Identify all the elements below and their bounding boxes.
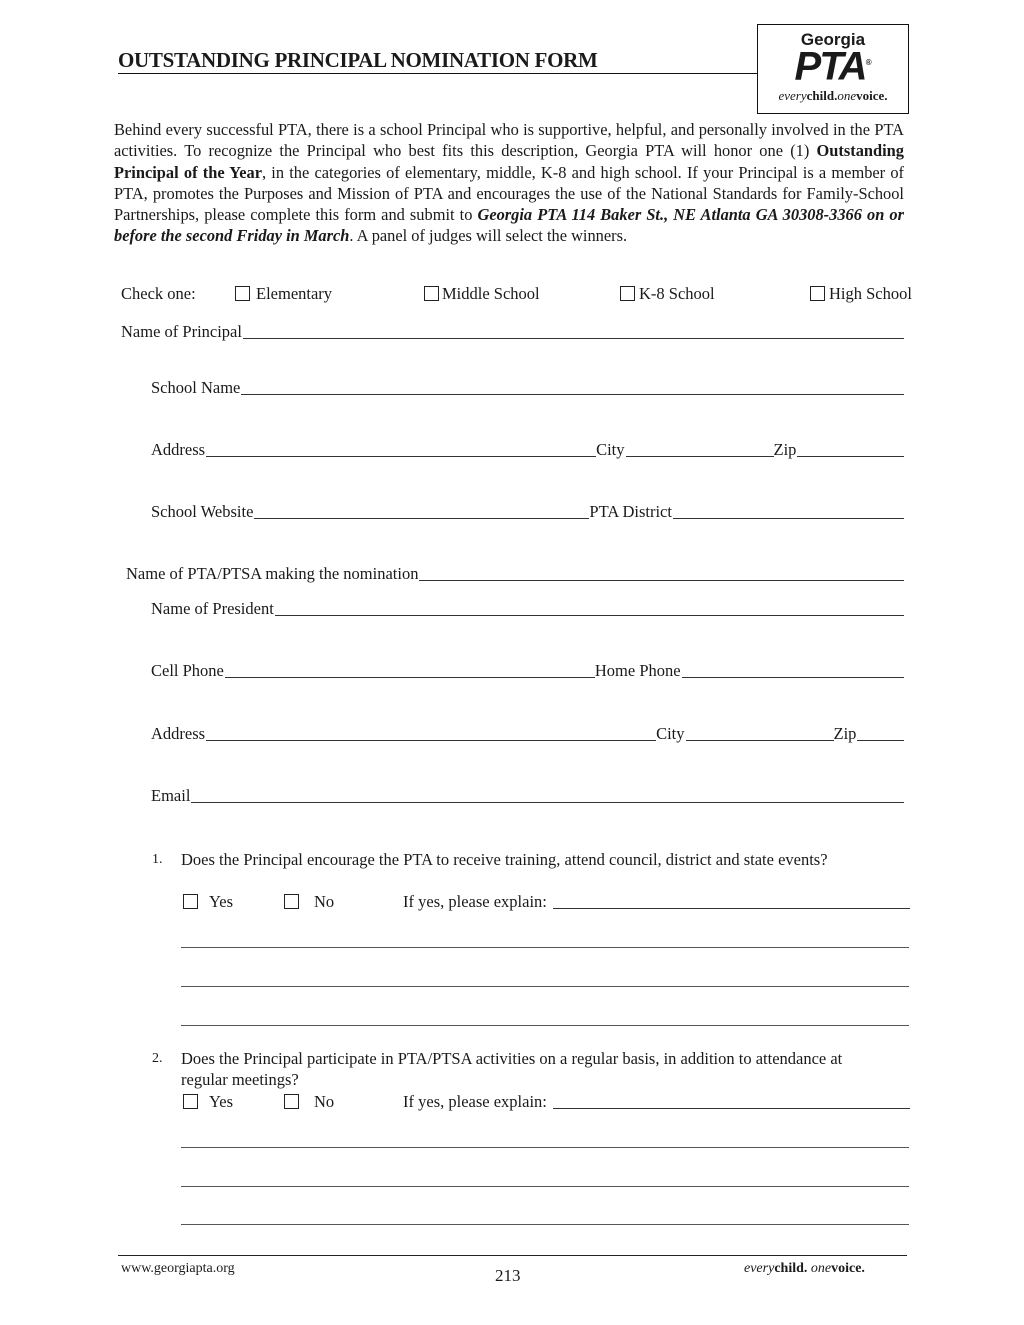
question-2-no[interactable] — [284, 1092, 334, 1112]
nominating-pta-label: Name of PTA/PTSA making the nomination — [126, 564, 419, 583]
school-city-line[interactable] — [626, 442, 774, 457]
checkbox-high-school[interactable] — [810, 284, 912, 304]
checkbox-k8-school[interactable] — [620, 284, 715, 304]
principal-name-label: Name of Principal — [121, 322, 242, 341]
checkbox-k8-school-label: K-8 School — [639, 284, 715, 303]
question-2-explain-line[interactable] — [553, 1094, 910, 1109]
question-1-explain[interactable] — [403, 892, 910, 912]
school-name-field[interactable] — [151, 378, 904, 398]
footer-divider — [118, 1255, 907, 1256]
award-name: Outstanding Principal of the Year — [114, 141, 904, 182]
logo-pta — [758, 41, 908, 88]
home-phone-label: Home Phone — [594, 661, 681, 680]
logo-tag-child: child. — [806, 88, 838, 103]
checkbox-icon[interactable] — [284, 1094, 299, 1109]
nominating-pta-field[interactable] — [126, 564, 904, 584]
checkbox-icon[interactable] — [183, 1094, 198, 1109]
check-one-label: Check one: — [121, 284, 196, 303]
question-2-explain-label: If yes, please explain: — [403, 1092, 547, 1111]
school-website-line[interactable] — [254, 504, 589, 519]
question-1-explain-label: If yes, please explain: — [403, 892, 547, 911]
president-name-line[interactable] — [275, 601, 904, 616]
checkbox-elementary[interactable] — [235, 284, 332, 304]
footer-tagline — [744, 1261, 865, 1277]
question-2-yes-label: Yes — [209, 1092, 234, 1111]
president-name-field[interactable] — [151, 599, 904, 619]
checkbox-high-school-label: High School — [829, 284, 912, 303]
cell-phone-line[interactable] — [225, 663, 595, 678]
logo-state: Georgia — [800, 30, 866, 49]
president-city-label: City — [656, 724, 685, 743]
school-zip-label: Zip — [773, 440, 797, 459]
answer-line[interactable] — [181, 1147, 909, 1148]
form-title: OUTSTANDING PRINCIPAL NOMINATION FORM — [118, 48, 598, 72]
logo-reg-mark: ® — [865, 58, 872, 67]
logo-tagline — [758, 88, 908, 104]
president-zip-label: Zip — [833, 724, 857, 743]
question-1-number: 1. — [152, 852, 163, 867]
footer-tag-voice: voice. — [831, 1261, 865, 1276]
question-1-no-label: No — [314, 892, 335, 911]
checkbox-middle-school-label: Middle School — [442, 284, 540, 303]
school-address-row — [151, 440, 904, 460]
pta-district-label: PTA District — [589, 502, 672, 521]
email-line[interactable] — [191, 788, 904, 803]
answer-line[interactable] — [181, 986, 909, 987]
president-city-line[interactable] — [686, 726, 834, 741]
answer-line[interactable] — [181, 1224, 909, 1225]
checkbox-icon[interactable] — [183, 894, 198, 909]
footer-tag-every: every — [744, 1261, 775, 1276]
answer-line[interactable] — [181, 1025, 909, 1026]
cell-phone-label: Cell Phone — [151, 661, 224, 680]
intro-text-1: Behind every successful PTA, there is a school Principal who is supportive, helpful, and personally involved in the PTA activities. To recognize the Principal who best fits this description, Georgia PTA will honor one (1) — [114, 120, 904, 161]
submit-deadline: on or before the second Friday in March — [114, 205, 904, 246]
footer-tag-child: child. — [774, 1261, 808, 1276]
school-website-row — [151, 502, 904, 522]
intro-text-3: . A panel of judges will select the winners. — [349, 226, 628, 246]
school-city-label: City — [596, 440, 625, 459]
principal-name-field[interactable] — [121, 322, 904, 342]
question-2-yes[interactable] — [183, 1092, 233, 1112]
school-address-label: Address — [151, 440, 206, 459]
logo-tag-one: one — [837, 88, 857, 103]
president-name-label: Name of President — [151, 599, 274, 618]
checkbox-elementary-label: Elementary — [256, 284, 333, 303]
school-name-line[interactable] — [241, 380, 904, 395]
president-address-label: Address — [151, 724, 206, 743]
school-name-label: School Name — [151, 378, 241, 397]
president-address-line[interactable] — [206, 726, 656, 741]
email-field[interactable] — [151, 786, 904, 806]
checkbox-icon[interactable] — [810, 286, 825, 301]
checkbox-middle-school[interactable] — [424, 284, 540, 304]
school-address-line[interactable] — [206, 442, 596, 457]
question-1-yes-label: Yes — [209, 892, 234, 911]
submit-address: Georgia PTA 114 Baker St., NE Atlanta GA 30308-3366 — [477, 205, 862, 225]
intro-text-2: , in the categories of elementary, middle, K-8 and high school. If your Principal is a member of PTA, promotes the Purposes and Mission of PTA and encourages the use of the National Standards for Family-School Partnerships, please complete this form and submit to — [114, 162, 904, 225]
school-website-label: School Website — [151, 502, 254, 521]
logo-tag-voice: voice. — [856, 88, 888, 103]
question-2-text: Does the Principal participate in PTA/PTSA activities on a regular basis, in addition to attendance at regular meetings? — [181, 1049, 843, 1089]
title-underline — [118, 73, 758, 74]
logo-tag-every: every — [778, 88, 807, 103]
question-1-text: Does the Principal encourage the PTA to receive training, attend council, district and state events? — [181, 850, 828, 869]
checkbox-icon[interactable] — [620, 286, 635, 301]
checkbox-icon[interactable] — [235, 286, 250, 301]
answer-line[interactable] — [181, 947, 909, 948]
checkbox-icon[interactable] — [424, 286, 439, 301]
question-1-no[interactable] — [284, 892, 334, 912]
question-2-number: 2. — [152, 1051, 163, 1066]
principal-name-line[interactable] — [243, 324, 904, 339]
question-1-yes[interactable] — [183, 892, 233, 912]
intro-paragraph — [114, 119, 904, 247]
pta-district-line[interactable] — [673, 504, 904, 519]
logo-pta-text: PTA — [794, 44, 866, 89]
page-number: 213 — [495, 1266, 521, 1285]
home-phone-line[interactable] — [682, 663, 904, 678]
phone-row — [151, 661, 904, 681]
president-address-row — [151, 724, 904, 744]
nominating-pta-line[interactable] — [419, 566, 904, 581]
georgia-pta-logo — [757, 24, 909, 114]
answer-line[interactable] — [181, 1186, 909, 1187]
president-zip-line[interactable] — [857, 726, 904, 741]
question-2-no-label: No — [314, 1092, 335, 1111]
question-1-explain-line[interactable] — [553, 894, 910, 909]
footer-tag-one: one — [807, 1261, 832, 1276]
email-label: Email — [151, 786, 191, 805]
checkbox-icon[interactable] — [284, 894, 299, 909]
footer-website: www.georgiapta.org — [121, 1261, 235, 1276]
question-2-explain[interactable] — [403, 1092, 910, 1112]
school-zip-line[interactable] — [797, 442, 904, 457]
